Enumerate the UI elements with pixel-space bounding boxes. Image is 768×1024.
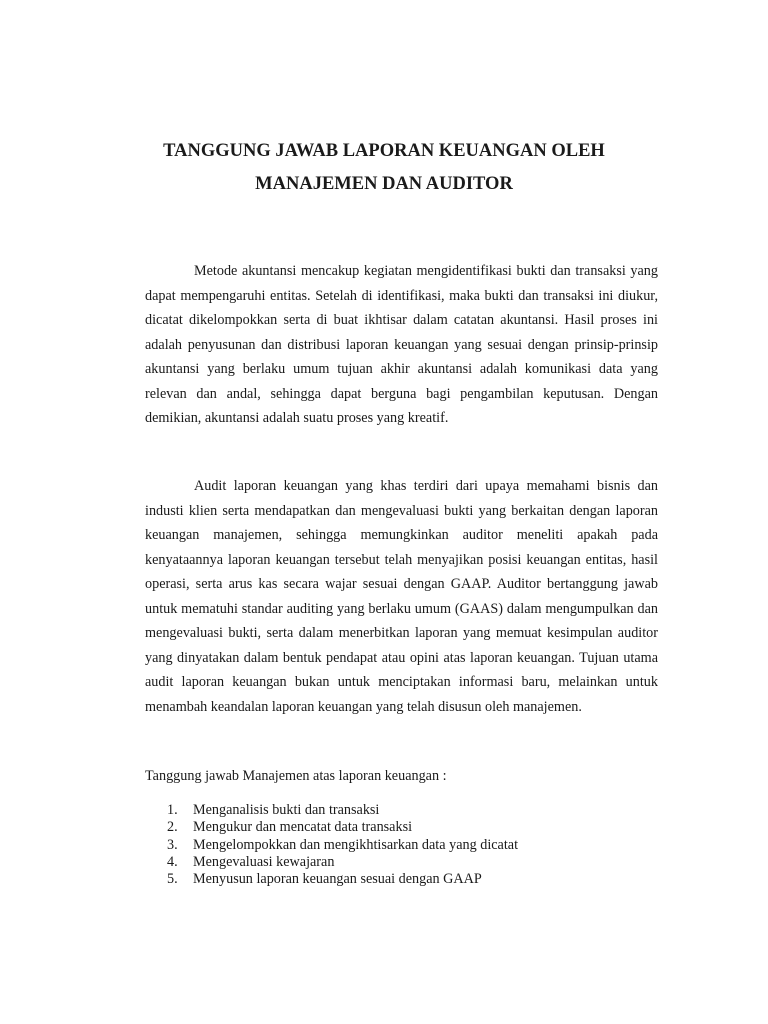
paragraph-1: Metode akuntansi mencakup kegiatan mengidentifikasi bukti dan transaksi yang dapat mempengaruhi entitas. Setelah di identifikasi, maka bukti dan transaksi ini diukur, dicatat dikelompokkan serta di buat ikhtisar dalam catatan akuntansi. Hasil proses ini adalah penyusunan dan distribusi laporan keuangan yang sesuai dengan prinsip-prinsip akuntansi yang berlaku umum tujuan akhir akuntansi adalah komunikasi data yang relevan dan andal, sehingga dapat berguna bagi pengambilan keputusan. Dengan demikian, akuntansi adalah suatu proses yang kreatif.	[145, 263, 658, 426]
list-item-number: 4.	[167, 853, 178, 870]
list-item-text: Menyusun laporan keuangan sesuai dengan GAAP	[193, 871, 482, 888]
list-item	[145, 802, 518, 819]
title-line-1: TANGGUNG JAWAB LAPORAN KEUANGAN OLEH	[163, 141, 605, 161]
list-item-number: 5.	[167, 871, 178, 888]
list-item	[145, 837, 518, 854]
list-item	[145, 819, 518, 836]
list-item	[145, 854, 518, 871]
list-item-text: Mengukur dan mencatat data transaksi	[193, 819, 413, 836]
list-item	[145, 871, 518, 888]
list-item-number: 3.	[167, 836, 178, 853]
list-item-text: Mengelompokkan dan mengikhtisarkan data yang dicatat	[193, 836, 519, 853]
list-item-text: Mengevaluasi kewajaran	[193, 853, 335, 870]
paragraph-2: Audit laporan keuangan yang khas terdiri dari upaya memahami bisnis dan industi klien serta mendapatkan dan mengevaluasi bukti yang berkaitan dengan laporan keuangan manajemen, sehingga memungkinkan auditor meneliti apakah pada kenyataannya laporan keuangan tersebut telah menyajikan posisi keuangan entitas, hasil operasi, serta arus kas secara wajar sesuai dengan GAAP. Auditor bertanggung jawab untuk mematuhi standar auditing yang berlaku umum (GAAS) dalam mengumpulkan dan mengevaluasi bukti, serta dalam menerbitkan laporan yang memuat kesimpulan auditor yang dinyatakan dalam bentuk pendapat atau opini atas laporan keuangan. Tujuan utama audit laporan keuangan bukan untuk menciptakan informasi baru, melainkan untuk menambah keandalan laporan keuangan yang telah disusun oleh manajemen.	[145, 478, 658, 715]
list-item-text: Menganalisis bukti dan transaksi	[193, 802, 380, 818]
document-title	[100, 135, 668, 201]
list-intro: Tanggung jawab Manajemen atas laporan keuangan :	[145, 768, 447, 784]
list-item-number: 2.	[167, 819, 178, 836]
title-line-2: MANAJEMEN DAN AUDITOR	[255, 174, 513, 194]
responsibility-list	[145, 802, 518, 888]
list-item-number: 1.	[167, 802, 178, 818]
